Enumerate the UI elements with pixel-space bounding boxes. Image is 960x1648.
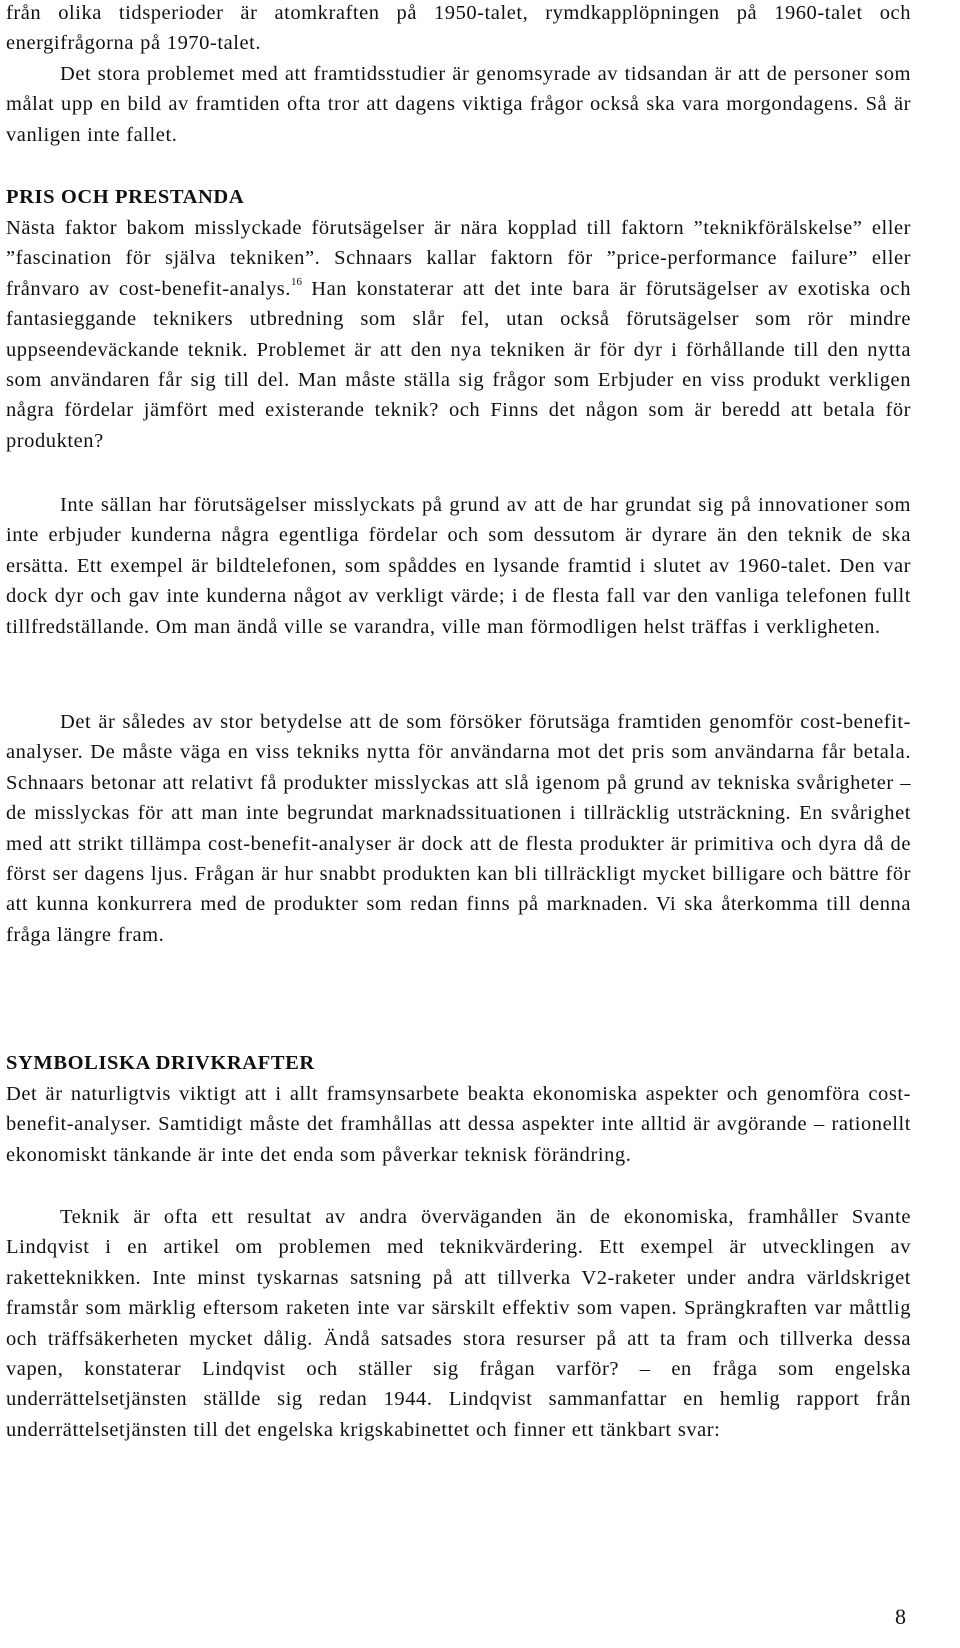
- heading-symboliska-drivkrafter: SYMBOLISKA DRIVKRAFTER: [6, 1052, 315, 1074]
- paragraph-tidsandan: Det stora problemet med att framtidsstudier är genomsyrade av tidsandan är att de personer som målat upp en bild av framtiden ofta tror att dagens viktiga frågor också ska vara morgondagens. Så är vanligen inte fallet.: [6, 63, 911, 146]
- paragraph-price-performance: [6, 213, 911, 456]
- page-number: 8: [895, 1604, 906, 1629]
- heading-pris-och-prestanda: PRIS OCH PRESTANDA: [6, 186, 245, 208]
- paragraph-intro: från olika tidsperioder är atomkraften på 1950-talet, rymdkapplöpningen på 1960-talet och energifrågorna på 1970-talet.: [6, 2, 911, 55]
- paragraph-raketteknik: Teknik är ofta ett resultat av andra överväganden än de ekonomiska, framhåller Svante Lindqvist i en artikel om problemen med teknikvärdering. Ett exempel är utvecklingen av raketteknikken. Inte minst tyskarnas satsning på att tillverka V2-raketer under andra världskriget framstår som märklig eftersom raketen inte var särskilt effektiv som vapen. Sprängkraften var måttlig och träffsäkerheten mycket dålig. Ändå satsades stora resurser på att ta fram och tillverka dessa vapen, konstaterar Lindqvist och ställer sig frågan varför? – en fråga som engelska underrättelsetjänsten ställde sig redan 1944. Lindqvist sammanfattar en hemlig rapport från underrättelsetjänsten till det engelska krigskabinettet och finner ett tänkbart svar:: [6, 1206, 911, 1441]
- paragraph-text-part-1: Nästa faktor bakom misslyckade förutsägelser är nära kopplad till faktorn ”teknikförälskelse” eller ”fascination för själva tekniken”. Schnaars kallar faktorn för ”price-performance failure” eller frånvaro av cost-benefit-analys.: [6, 217, 911, 300]
- paragraph-cost-benefit: Det är således av stor betydelse att de som försöker förutsäga framtiden genomför cost-benefit-analyser. De måste väga en viss tekniks nytta för användarna mot det pris som användarna får betala. Schnaars betonar att relativt få produkter misslyckas att slå igenom på grund av tekniska svårigheter – de misslyckas för att man inte begrundat marknadssituationen i tillräcklig utsträckning. En svårighet med att strikt tillämpa cost-benefit-analyser är dock att de flesta produkter är primitiva och dyra då de först ser dagens ljus. Frågan är hur snabbt produkten kan bli tillräckligt mycket billigare och bättre för att kunna konkurrera med de produkter som redan finns på marknaden. Vi ska återkomma till denna fråga längre fram.: [6, 711, 911, 946]
- paragraph-text-part-2: Han konstaterar att det inte bara är förutsägelser av exotiska och fantasieggande teknikers utbredning som slår fel, utan också förutsägelser som rör mindre uppseendeväckande teknik. Problemet är att den nya tekniken är för dyr i förhållande till den nytta som användaren får sig till del. Man måste ställa sig frågor som Erbjuder en viss produkt verkligen några fördelar jämfört med existerande teknik? och Finns det någon som är beredd att betala för produkten?: [6, 277, 911, 452]
- paragraph-innovationer: Inte sällan har förutsägelser misslyckats på grund av att de har grundat sig på innovationer som inte erbjuder kunderna några egentliga fördelar och som dessutom är dyrare än den teknik de ska ersätta. Ett exempel är bildtelefonen, som spåddes en lysande framtid i slutet av 1960-talet. Den var dock dyr och gav inte kunderna något av verkligt värde; i de flesta fall var den vanliga telefonen fullt tillfredställande. Om man ändå ville se varandra, ville man förmodligen helst träffas i verkligheten.: [6, 494, 911, 638]
- paragraph-ekonomiska-aspekter: Det är naturligtvis viktigt att i allt framsynsarbete beakta ekonomiska aspekter och genomföra cost-benefit-analyser. Samtidigt måste det framhållas att dessa aspekter inte alltid är avgörande – rationellt ekonomiskt tänkande är inte det enda som påverkar teknisk förändring.: [6, 1083, 911, 1166]
- footnote-marker: 16: [290, 275, 302, 288]
